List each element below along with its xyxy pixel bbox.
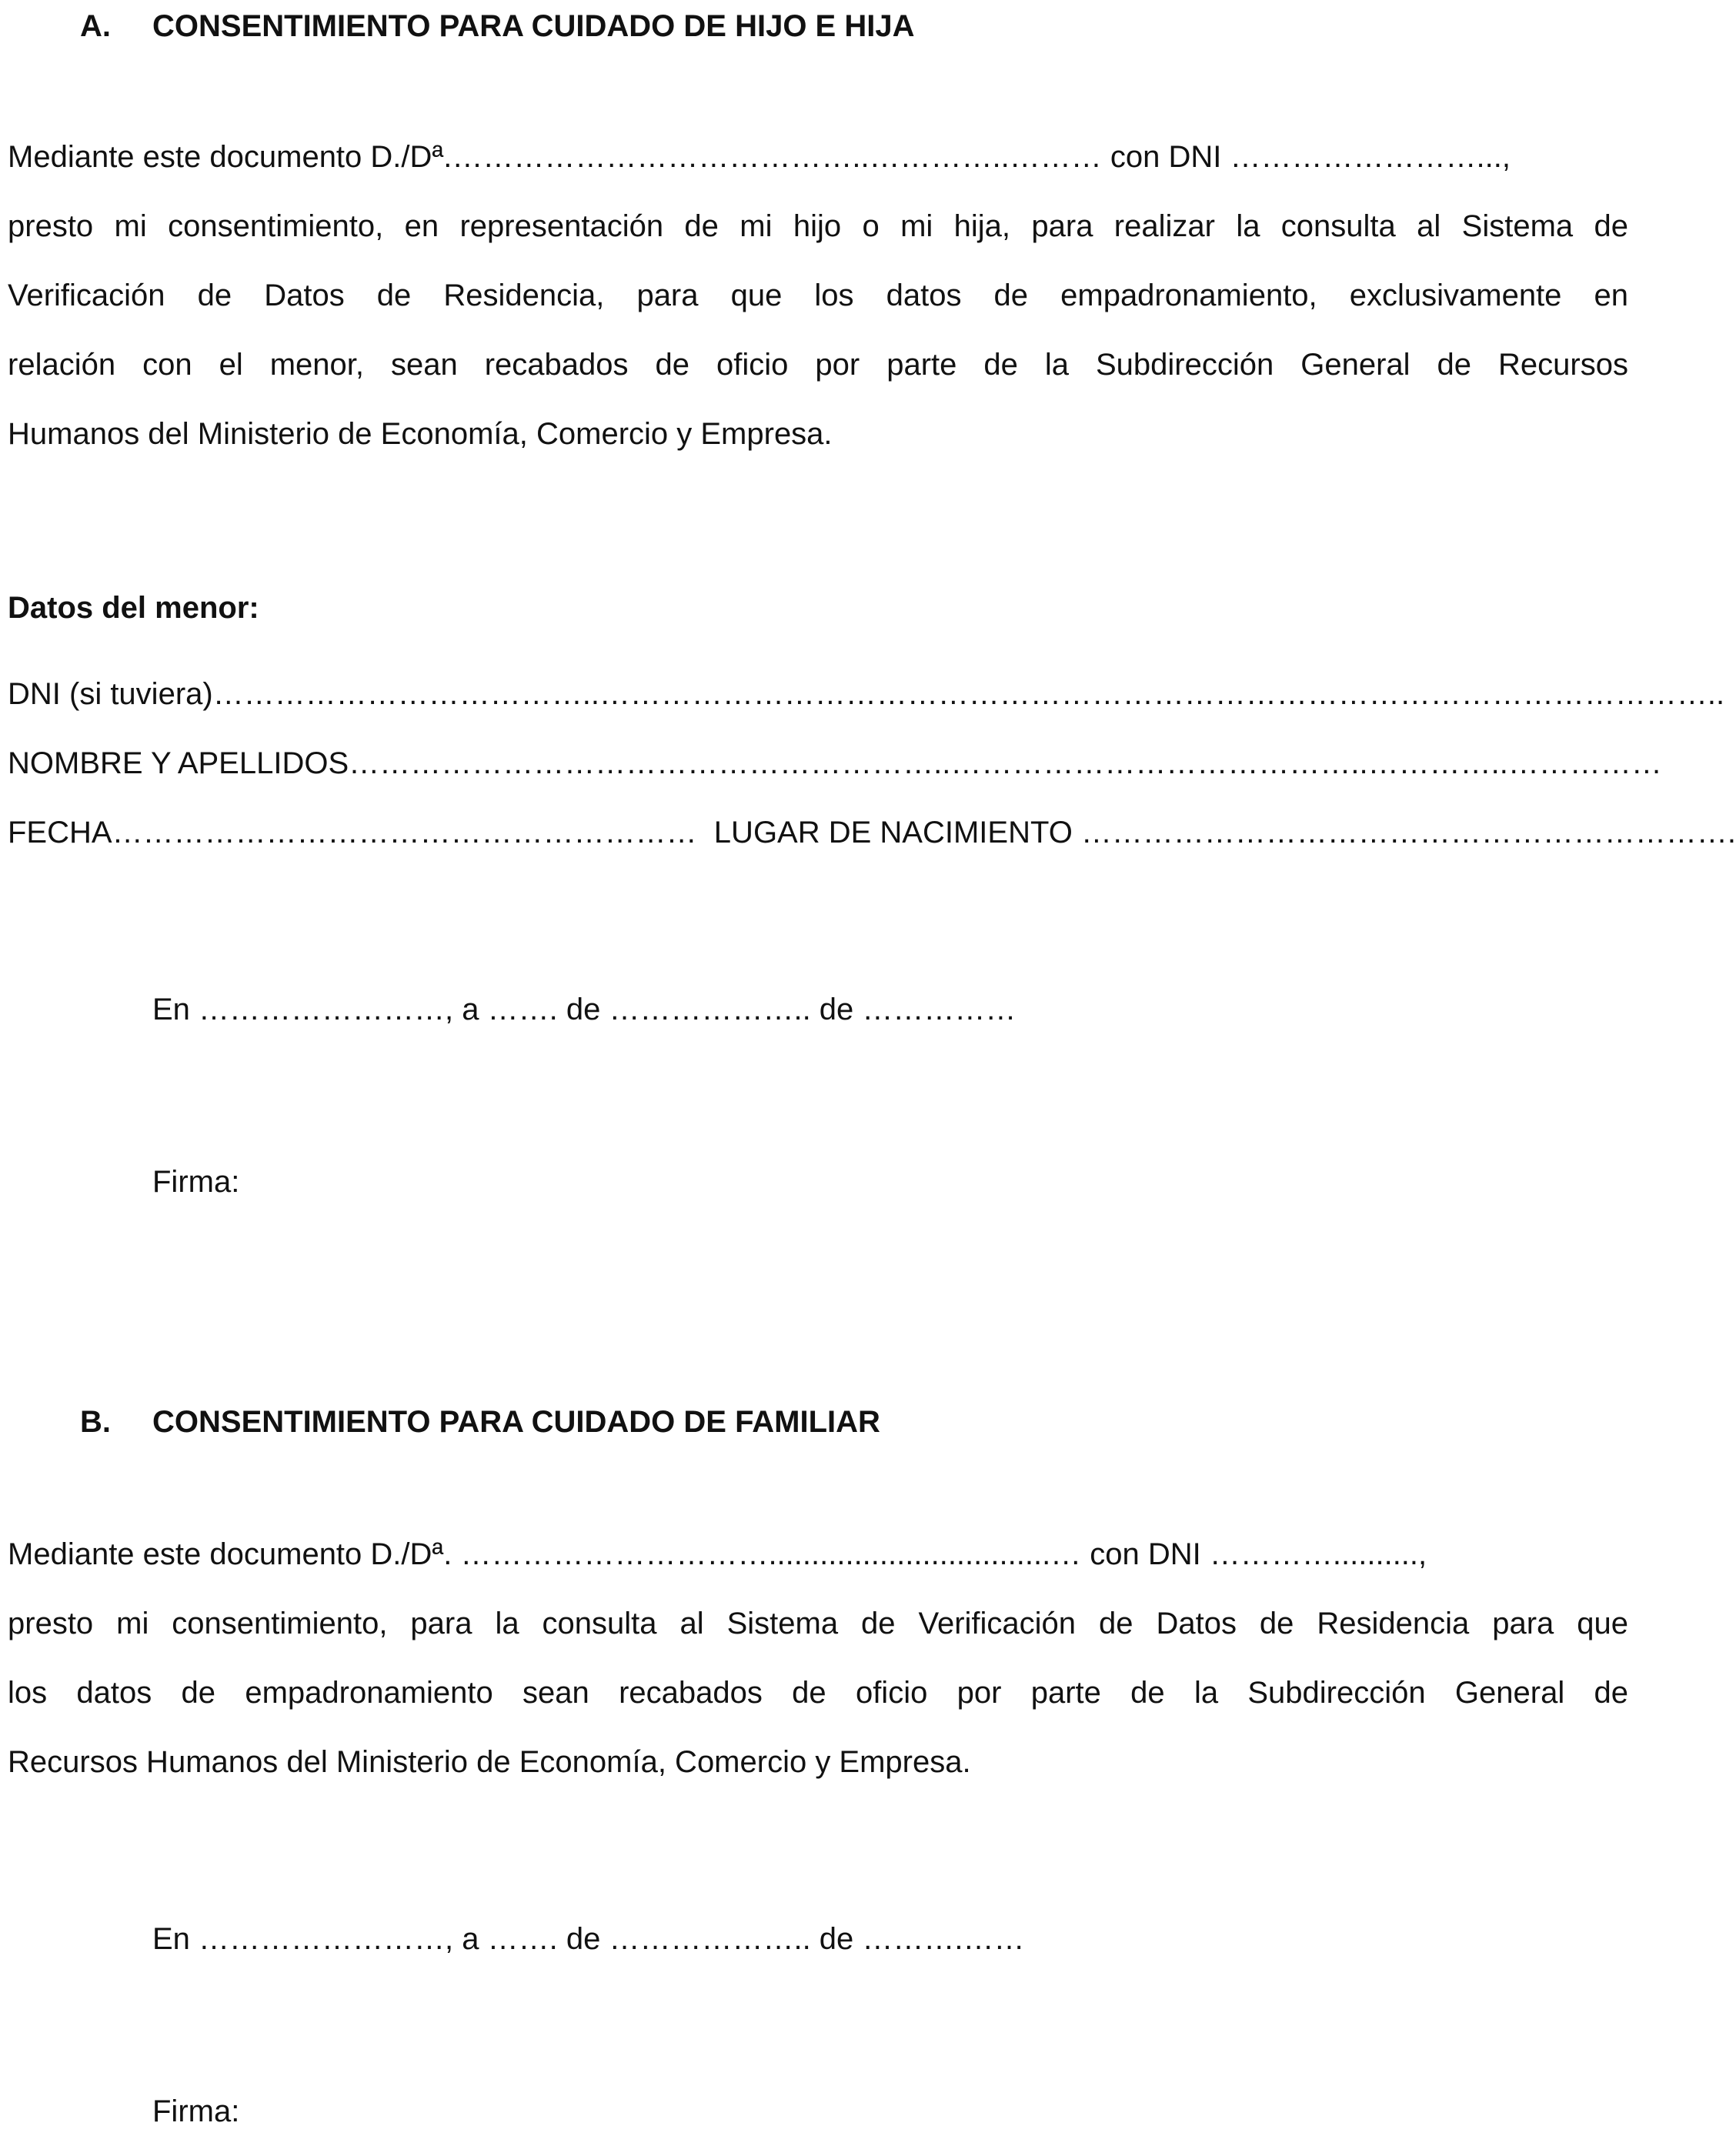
minor-birthdate-label: FECHA: [8, 816, 112, 849]
minor-birthplace-label: LUGAR DE NACIMIENTO: [696, 816, 1081, 849]
section-a-paragraph-line-1: Mediante este documento D./Dª.…………………………………..…………..……… con DNI ……………………...,: [8, 140, 1511, 174]
section-a-paragraph-line-3: Verificación de Datos de Residencia, para que los datos de empadronamiento, exclusivamente en: [8, 279, 1628, 312]
section-a-place-date: En ……………………, a ……. de ……………….. de ……………: [152, 993, 1017, 1026]
section-b-paragraph-line-1: Mediante este documento D./Dª. ………………………….................................… con DNI …………..........,: [8, 1537, 1427, 1571]
section-b-place-date: En ……………………, a ……. de ……………….. de ……….……: [152, 1922, 1025, 1956]
section-b-title: CONSENTIMIENTO PARA CUIDADO DE FAMILIAR: [152, 1405, 880, 1439]
section-a-title: CONSENTIMIENTO PARA CUIDADO DE HIJO E HIJA: [152, 9, 915, 43]
section-b-paragraph-line-3: los datos de empadronamiento sean recabados de oficio por parte de la Subdirección General de: [8, 1676, 1628, 1710]
section-a-paragraph-line-4: relación con el menor, sean recabados de oficio por parte de la Subdirección General de Recursos: [8, 348, 1628, 382]
minor-birthdate-blank: …………………………………………………: [112, 816, 697, 849]
minor-birth-field: [8, 811, 1736, 854]
section-a-heading: [80, 5, 914, 48]
section-a-signature-label: Firma:: [152, 1165, 240, 1199]
minor-dni-label: DNI (si tuviera): [8, 677, 213, 711]
minor-name-field: [8, 742, 1662, 785]
section-b-heading: [80, 1400, 880, 1443]
minor-data-heading: Datos del menor:: [8, 591, 259, 625]
section-b-letter: B.: [80, 1405, 111, 1439]
section-b-paragraph-line-4: Recursos Humanos del Ministerio de Economía, Comercio y Empresa.: [8, 1745, 971, 1779]
minor-dni-field: [8, 673, 1725, 716]
minor-name-blank: …………………………………………………..…………………………………..…………..……………: [349, 746, 1662, 780]
section-a-letter: A.: [80, 9, 111, 43]
section-a-paragraph-line-5: Humanos del Ministerio de Economía, Comercio y Empresa.: [8, 417, 833, 451]
minor-birthplace-blank: ……………………………………………………….: [1080, 816, 1736, 849]
minor-name-label: NOMBRE Y APELLIDOS: [8, 746, 349, 780]
section-a-paragraph-line-2: presto mi consentimiento, en representación de mi hijo o mi hija, para realizar la consulta al Sistema de: [8, 209, 1628, 243]
section-b-paragraph-line-2: presto mi consentimiento, para la consulta al Sistema de Verificación de Datos de Residencia para que: [8, 1607, 1628, 1640]
minor-dni-blank: ………………………………..………………………………………………………………………………………………..: [212, 677, 1725, 711]
section-b-signature-label: Firma:: [152, 2094, 240, 2128]
